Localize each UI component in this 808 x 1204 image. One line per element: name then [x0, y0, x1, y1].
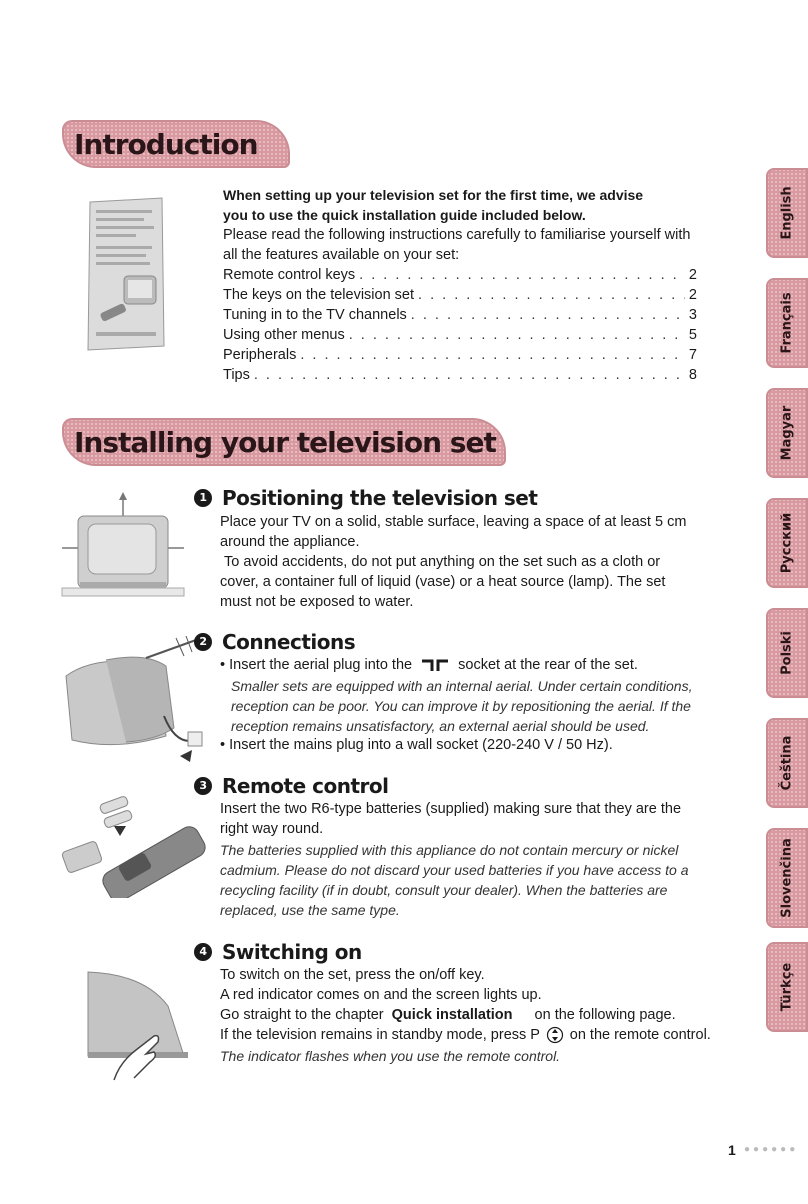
language-tab-russian[interactable]: Русский	[766, 498, 808, 588]
language-tab-english[interactable]: English	[766, 168, 808, 258]
intro-text: Please read the following instructions carefully to familiarise yourself with all the features available on your set:	[223, 227, 691, 263]
connections-bullet-aerial: • Insert the aerial plug into the socket at the rear of the set.	[220, 657, 638, 673]
language-tab-polish[interactable]: Polski	[766, 608, 808, 698]
introduction-banner	[62, 120, 290, 168]
connections-illustration	[56, 636, 206, 766]
remote-control-heading: 3 Remote control	[194, 774, 389, 798]
intro-lead-line-1: When setting up your television set for the first time, we advise	[223, 187, 644, 203]
section-number: 4	[194, 943, 212, 961]
language-tab-czech[interactable]: Čeština	[766, 718, 808, 808]
language-tab-hungarian[interactable]: Magyar	[766, 388, 808, 478]
intro-lead-line-2: you to use the quick installation guide included below.	[223, 207, 586, 223]
quick-guide-illustration	[84, 196, 168, 354]
table-of-contents	[223, 265, 697, 385]
quick-installation-link[interactable]: Quick installation	[391, 1007, 513, 1023]
page-number: 1	[728, 1142, 736, 1158]
connections-bullet-mains: • Insert the mains plug into a wall socket (220-240 V / 50 Hz).	[220, 737, 613, 753]
connections-note: Smaller sets are equipped with an internal aerial. Under certain conditions, reception can be poor. You can improve it by repositioning the aerial. If the reception remains unsatisfactory, an external aerial should be used.	[231, 678, 693, 734]
positioning-text-1: Place your TV on a solid, stable surface, leaving a space of at least 5 cm around the appliance.	[220, 514, 687, 550]
language-tab-french[interactable]: Français	[766, 278, 808, 368]
switching-on-illustration	[84, 966, 188, 1082]
positioning-heading: 1 Positioning the television set	[194, 486, 537, 510]
program-up-down-icon	[546, 1026, 564, 1044]
remote-control-note: The batteries supplied with this appliance do not contain mercury or nickel cadmium. Please do not discard your used batteries if you have access to a recycling facility (if in doubt, consult your dealer). When the batteries are replaced, use the same type.	[220, 842, 689, 918]
toc-row[interactable]: Using other menus . . . 5	[223, 325, 697, 345]
toc-row[interactable]: Tuning in to the TV channels . . . 3	[223, 305, 697, 325]
toc-row[interactable]: The keys on the television set . . . 2	[223, 285, 697, 305]
introduction-title: Introduction	[74, 128, 258, 161]
toc-row[interactable]: Tips . . . 8	[223, 365, 697, 385]
switching-line-4: If the television remains in standby mode, press P on the remote control.	[220, 1027, 711, 1043]
remote-control-illustration	[60, 792, 210, 898]
language-tab-slovak[interactable]: Slovenčina	[766, 828, 808, 928]
toc-row[interactable]: Remote control keys . . . 2	[223, 265, 697, 285]
switching-line-3: Go straight to the chapter Quick installation on the following page.	[220, 1007, 676, 1023]
section-number: 2	[194, 633, 212, 651]
switching-on-heading: 4 Switching on	[194, 940, 362, 964]
section-number: 3	[194, 777, 212, 795]
page-dots-decoration: ●●●●●●	[744, 1144, 799, 1155]
remote-control-text: Insert the two R6-type batteries (supplied) making sure that they are the right way round.	[220, 801, 682, 837]
section-number: 1	[194, 489, 212, 507]
installing-title: Installing your television set	[74, 426, 496, 459]
installing-banner	[62, 418, 506, 466]
positioning-text-2: To avoid accidents, do not put anything on the set such as a cloth or cover, a container full of liquid (vase) or a heat source (lamp). The set must not be exposed to water.	[220, 554, 666, 610]
switching-note: The indicator flashes when you use the remote control.	[220, 1048, 561, 1064]
tv-positioning-illustration	[58, 490, 188, 600]
connections-heading: 2 Connections	[194, 630, 355, 654]
toc-row[interactable]: Peripherals . . . 7	[223, 345, 697, 365]
switching-line-1: To switch on the set, press the on/off key.	[220, 967, 485, 983]
switching-line-2: A red indicator comes on and the screen lights up.	[220, 987, 542, 1003]
aerial-socket-icon	[420, 658, 450, 672]
language-tab-turkish[interactable]: Türkçe	[766, 942, 808, 1032]
